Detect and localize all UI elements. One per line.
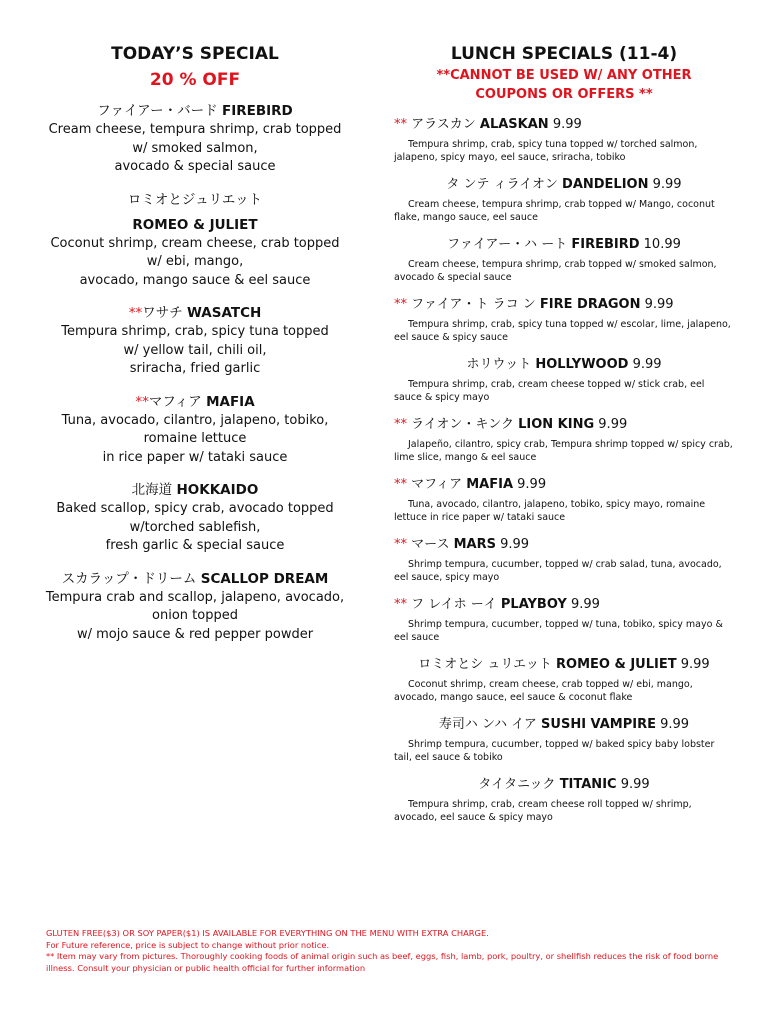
lunch-item: [394, 476, 734, 524]
lunch-item: [394, 176, 734, 224]
special-item-title: [40, 393, 350, 412]
lunch-item-title: [394, 176, 734, 194]
lunch-item-price: 9.99: [513, 477, 547, 492]
lunch-marker: **: [394, 597, 412, 612]
lunch-item: [394, 116, 734, 164]
lunch-item-name: LION KING: [518, 417, 595, 432]
lunch-item-price: 9.99: [616, 777, 650, 792]
lunch-item-description: Shrimp tempura, cucumber, topped w/ tuna, tobiko, spicy mayo & eel sauce: [394, 619, 723, 643]
lunch-item: [394, 596, 734, 644]
lunch-marker: **: [394, 417, 412, 432]
special-item-title: [40, 304, 350, 323]
lunch-item-description: Coconut shrimp, cream cheese, crab topped w/ ebi, mango, avocado, mango sauce, eel sauce & coconut flake: [394, 679, 693, 703]
lunch-item-japanese: ファイアー・ハ ート: [447, 237, 572, 252]
special-item-title: [40, 570, 350, 589]
special-item-name: ROMEO & JULIET: [132, 216, 258, 233]
lunch-item-japanese: 寿司ハ ンハ イア: [438, 717, 542, 732]
special-item-description: Tempura crab and scallop, jalapeno, avocado, onion topped w/ mojo sauce & red pepper powder: [45, 589, 345, 642]
lunch-item-description: Tempura shrimp, crab, cream cheese topped w/ stick crab, eel sauce & spicy mayo: [394, 379, 705, 403]
lunch-item-title: [394, 116, 734, 134]
lunch-item-description: Shrimp tempura, cucumber, topped w/ crab salad, tuna, avocado, eel sauce, spicy mayo: [394, 559, 722, 583]
lunch-item-description: Shrimp tempura, cucumber, topped w/ baked spicy baby lobster tail, eel sauce & tobiko: [394, 739, 715, 763]
special-item-name: SCALLOP DREAM: [200, 570, 329, 587]
lunch-marker: **: [394, 297, 412, 312]
lunch-item: [394, 776, 734, 824]
lunch-item-price: 9.99: [548, 117, 582, 132]
lunch-item-name: MARS: [453, 537, 496, 552]
lunch-item-description: Tuna, avocado, cilantro, jalapeno, tobiko, spicy mayo, romaine lettuce in rice paper w/ tataki sauce: [394, 499, 706, 523]
special-item-japanese: マフィア: [148, 393, 207, 410]
lunch-item-japanese: アラスカン: [411, 117, 480, 132]
lunch-item-japanese: タ ンテ ィライオン: [446, 177, 563, 192]
lunch-item-title: [394, 536, 734, 554]
lunch-item-description: Tempura shrimp, crab, spicy tuna topped w/ escolar, lime, jalapeno, eel sauce & spicy sauce: [394, 319, 731, 343]
special-item-title: [40, 102, 350, 121]
special-item: [40, 102, 350, 177]
lunch-item-price: 9.99: [648, 177, 682, 192]
lunch-item-price: 9.99: [594, 417, 628, 432]
lunch-item-title: [394, 416, 734, 434]
special-marker: **: [128, 305, 143, 321]
special-item-japanese: スカラップ・ドリーム: [61, 570, 201, 587]
lunch-item-name: SUSHI VAMPIRE: [541, 717, 656, 732]
special-item: [40, 191, 350, 291]
lunch-item-name: MAFIA: [466, 477, 514, 492]
coupon-notice-line-1: **CANNOT BE USED W/ ANY OTHER: [436, 68, 692, 83]
special-item-japanese: ロミオとジュリエット: [127, 191, 263, 208]
gluten-free-note: GLUTEN FREE($3) OR SOY PAPER($1) IS AVAILABLE FOR EVERYTHING ON THE MENU WITH EXTRA CHARGE.: [46, 928, 489, 938]
lunch-item-title: [394, 356, 734, 374]
special-item-description: Tempura shrimp, crab, spicy tuna topped w/ yellow tail, chili oil, sriracha, fried garlic: [61, 324, 329, 376]
lunch-item: [394, 716, 734, 764]
lunch-item-name: FIREBIRD: [571, 237, 640, 252]
lunch-item-japanese: タイタニック: [478, 777, 560, 792]
lunch-item-title: [394, 716, 734, 734]
lunch-item-price: 9.99: [640, 297, 674, 312]
lunch-item-price: 9.99: [566, 597, 600, 612]
lunch-item-title: [394, 596, 734, 614]
special-item-name: WASATCH: [187, 305, 262, 321]
lunch-item-japanese: ライオン・キンク: [411, 417, 519, 432]
lunch-item-name: PLAYBOY: [500, 597, 567, 612]
lunch-item-title: [394, 776, 734, 794]
lunch-item-description: Jalapeño, cilantro, spicy crab, Tempura shrimp topped w/ spicy crab, lime slice, mango & eel sauce: [394, 439, 733, 463]
lunch-marker: **: [394, 537, 412, 552]
lunch-item-description: Cream cheese, tempura shrimp, crab topped w/ Mango, coconut flake, mango sauce, eel sauce: [394, 199, 715, 223]
lunch-item-price: 9.99: [656, 717, 690, 732]
lunch-item-description: Tempura shrimp, crab, spicy tuna topped w/ torched salmon, jalapeno, spicy mayo, eel sauce, sriracha, tobiko: [394, 139, 698, 163]
lunch-item: [394, 536, 734, 584]
lunch-item-name: ROMEO & JULIET: [556, 657, 677, 672]
special-item: [40, 393, 350, 468]
lunch-item: [394, 656, 734, 704]
lunch-item-price: 9.99: [496, 537, 530, 552]
lunch-marker: **: [394, 117, 412, 132]
lunch-item-japanese: ホリウット: [466, 357, 536, 372]
discount-label: 20 % OFF: [149, 70, 241, 90]
lunch-item: [394, 416, 734, 464]
todays-special-title: TODAY’S SPECIAL: [111, 44, 279, 64]
coupon-notice-line-2: COUPONS OR OFFERS **: [475, 87, 653, 102]
todays-special-list: [40, 102, 350, 644]
special-item: [40, 481, 350, 556]
special-item-name: HOKKAIDO: [176, 482, 259, 498]
lunch-item-japanese: ロミオとシ ュリエット: [418, 657, 557, 672]
lunch-item-name: ALASKAN: [479, 117, 549, 132]
lunch-item-name: FIRE DRAGON: [539, 297, 641, 312]
lunch-item-japanese: マフィア: [411, 477, 467, 492]
lunch-item-title: [394, 656, 734, 674]
lunch-item-name: TITANIC: [559, 777, 617, 792]
special-item-japanese: ファイアー・バード: [97, 103, 222, 119]
lunch-item-title: [394, 476, 734, 494]
lunch-item-price: 9.99: [676, 657, 710, 672]
lunch-specials-title: LUNCH SPECIALS (11-4): [450, 44, 678, 64]
special-item-description: Coconut shrimp, cream cheese, crab topped w/ ebi, mango, avocado, mango sauce & eel sauce: [50, 235, 340, 288]
lunch-item-price: 10.99: [639, 237, 681, 252]
special-item-description: Baked scallop, spicy crab, avocado topped w/torched sablefish, fresh garlic & special sauce: [56, 501, 334, 553]
lunch-item-name: DANDELION: [562, 177, 649, 192]
footer-notes: [46, 928, 726, 974]
lunch-item: [394, 236, 734, 284]
lunch-item: [394, 296, 734, 344]
lunch-item: [394, 356, 734, 404]
price-note: For Future reference, price is subject to change without prior notice.: [46, 939, 330, 950]
lunch-item-description: Tempura shrimp, crab, cream cheese roll topped w/ shrimp, avocado, eel sauce & spicy mayo: [394, 799, 692, 823]
lunch-item-price: 9.99: [628, 357, 662, 372]
special-item: [40, 304, 350, 379]
special-item: [40, 570, 350, 645]
food-safety-note: ** Item may vary from pictures. Thoroughly cooking foods of animal origin such as beef, eggs, fish, lamb, pork, poultry, or shellfish reduces the risk of food borne illness. Consult your physician or public health official for further information: [46, 951, 719, 973]
lunch-item-name: HOLLYWOOD: [535, 357, 629, 372]
lunch-item-title: [394, 296, 734, 314]
special-item-name: MAFIA: [206, 393, 255, 410]
lunch-item-japanese: マース: [411, 537, 454, 552]
lunch-specials-column: [394, 42, 734, 824]
special-item-title: [40, 481, 350, 500]
special-item-japanese: 北海道: [131, 482, 177, 498]
special-item-japanese: ワサチ: [142, 305, 187, 321]
lunch-specials-list: [394, 116, 734, 824]
lunch-item-japanese: ファイア・ト ラコ ン: [411, 297, 540, 312]
lunch-item-japanese: フ レイホ ーイ: [411, 597, 501, 612]
lunch-item-title: [394, 236, 734, 254]
lunch-marker: **: [394, 477, 412, 492]
special-item-description: Tuna, avocado, cilantro, jalapeno, tobiko, romaine lettuce in rice paper w/ tataki sauce: [61, 412, 329, 465]
special-item-description: Cream cheese, tempura shrimp, crab topped w/ smoked salmon, avocado & special sauce: [48, 122, 342, 174]
special-marker: **: [135, 393, 149, 410]
special-item-name: FIREBIRD: [221, 103, 293, 119]
todays-special-column: [40, 42, 350, 644]
lunch-item-description: Cream cheese, tempura shrimp, crab topped w/ smoked salmon, avocado & special sauce: [394, 259, 717, 283]
